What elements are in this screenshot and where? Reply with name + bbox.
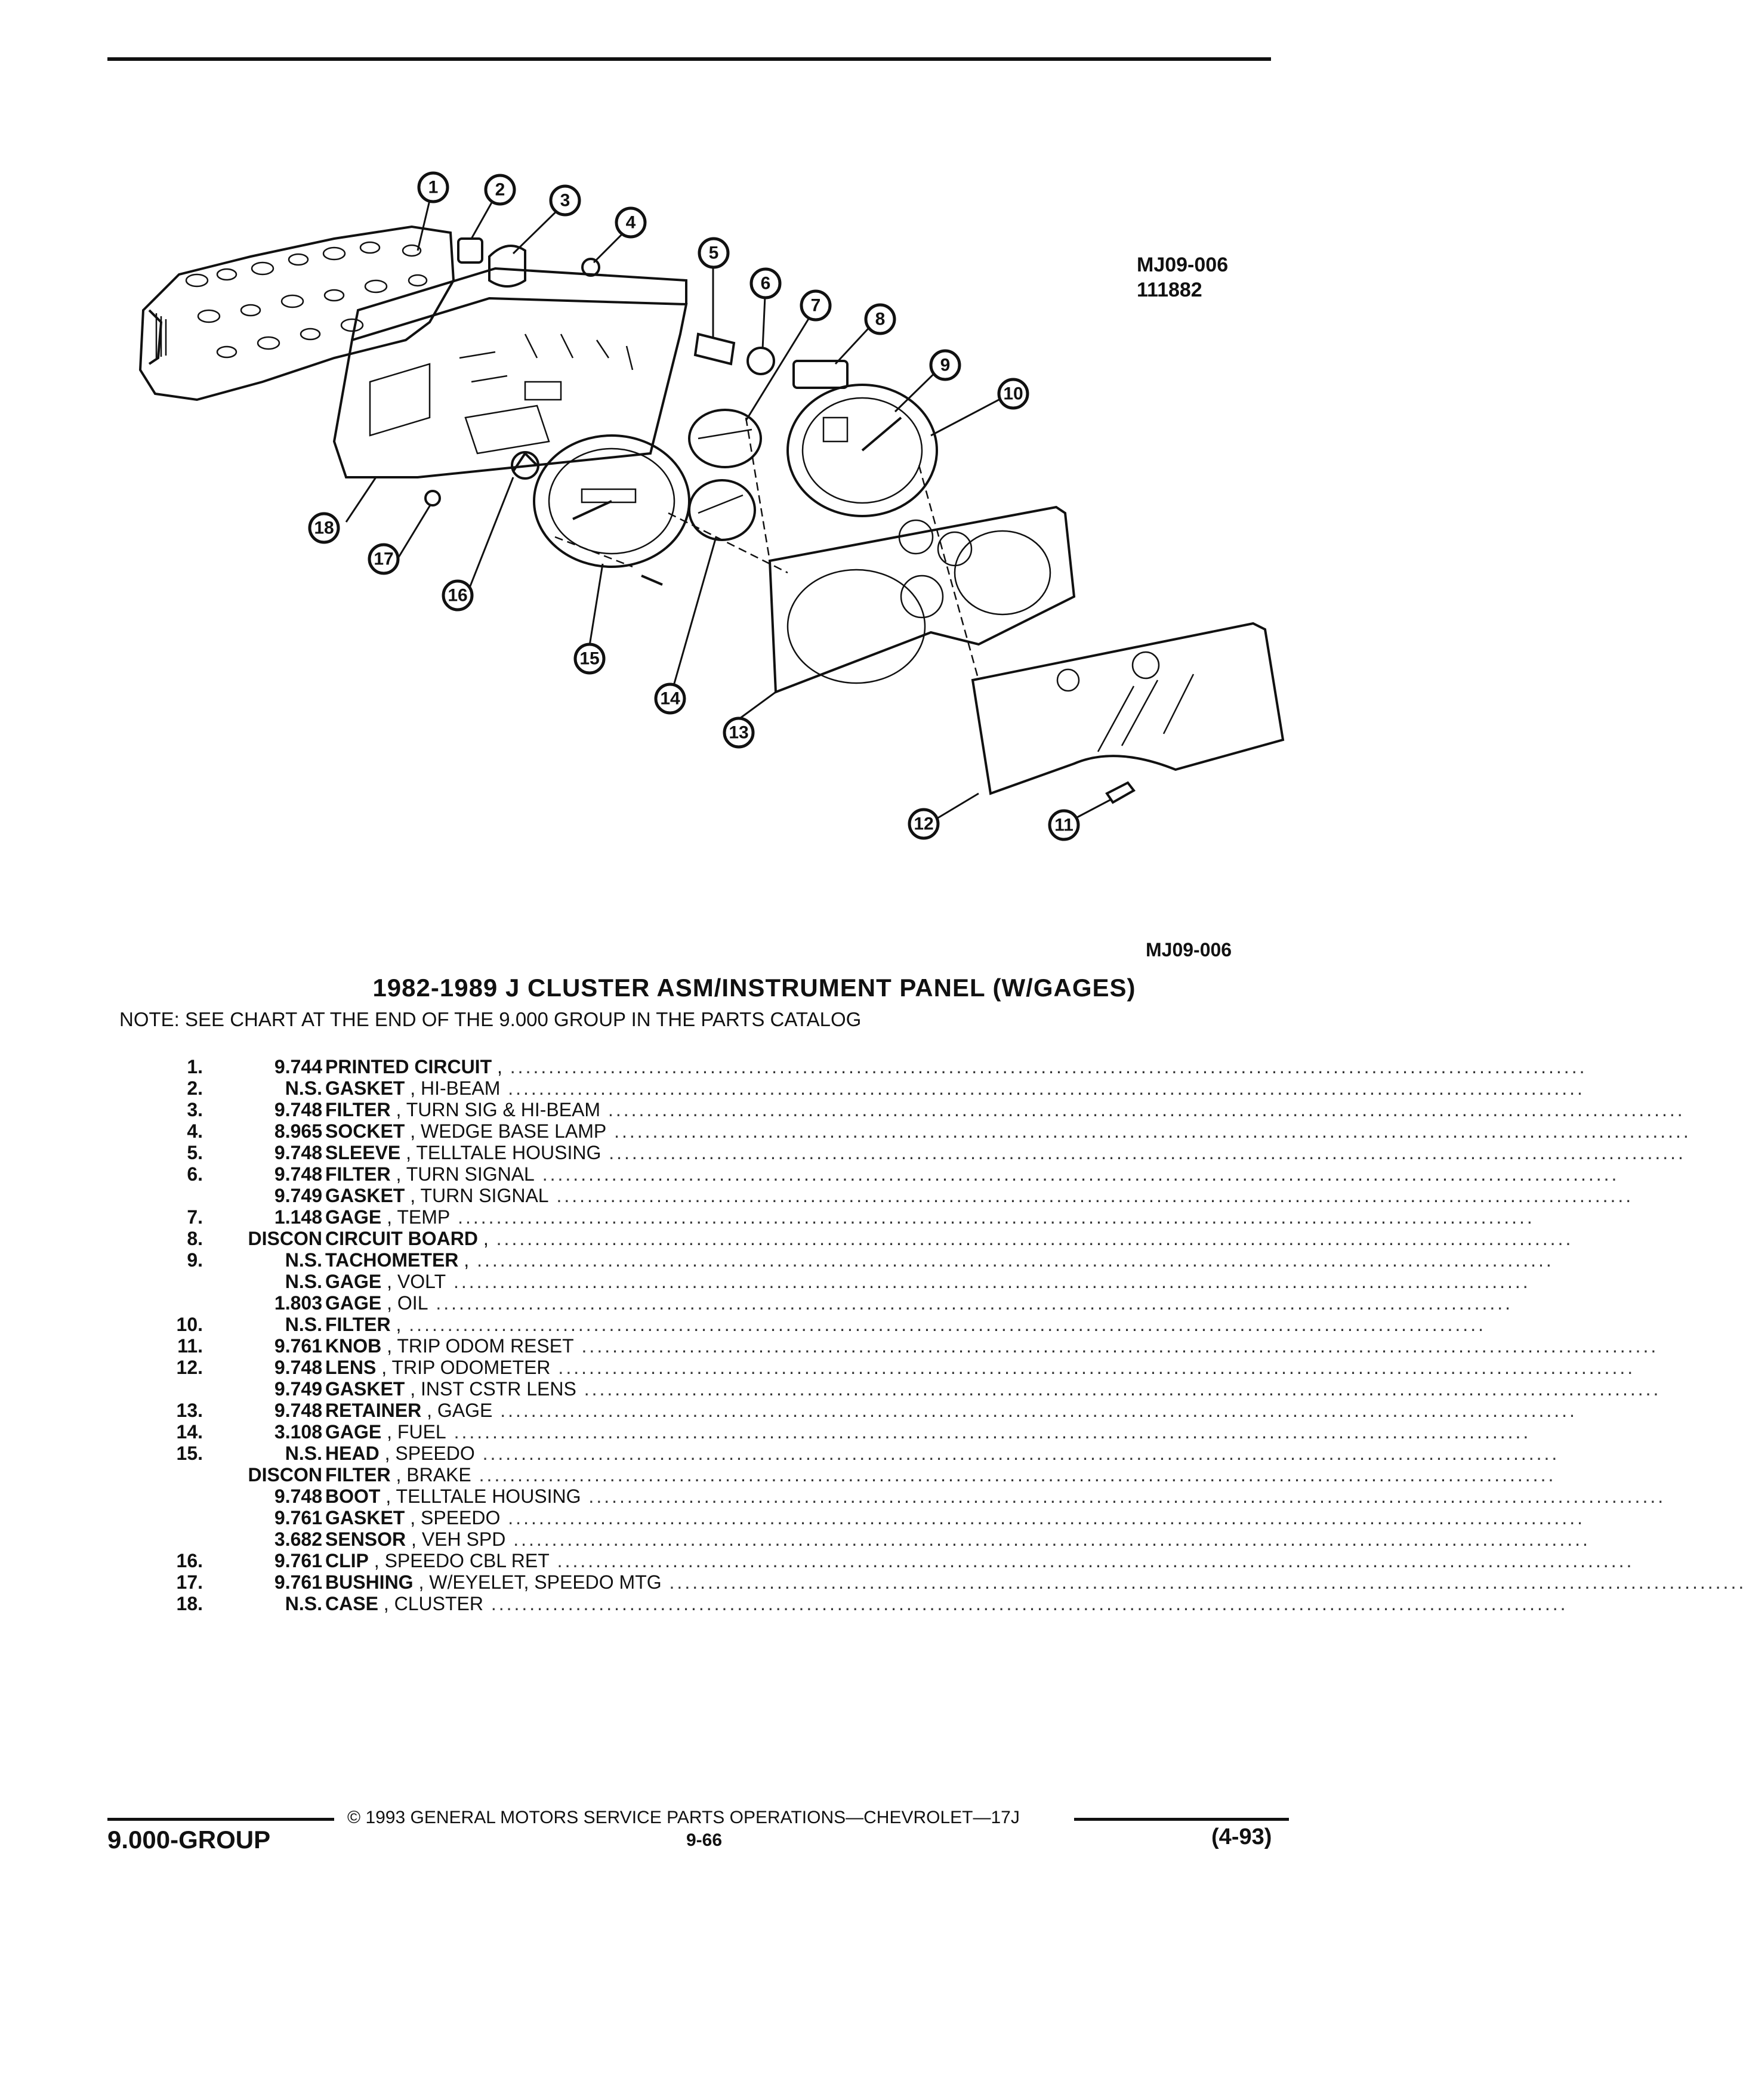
part-detail: OIL — [397, 1292, 428, 1314]
part-number: 12. — [176, 1357, 203, 1378]
part-row — [143, 1314, 1486, 1335]
part-name: BUSHING — [325, 1571, 414, 1593]
part-detail: TELLTALE HOUSING — [416, 1142, 601, 1163]
part-separator: , — [405, 1507, 421, 1528]
part-number: 5. — [187, 1142, 203, 1163]
leader-dots: ............................................................................................................................................ — [550, 1357, 1636, 1378]
part-name: FILTER — [325, 1163, 391, 1185]
footer-rule-left — [107, 1818, 334, 1821]
wedge-lamp-socket-drawing — [582, 259, 599, 276]
part-description — [325, 1163, 1619, 1185]
part-separator: , — [368, 1550, 385, 1571]
part-code: N.S. — [285, 1077, 322, 1099]
part-code: 9.748 — [274, 1486, 322, 1507]
part-name: GAGE — [325, 1421, 382, 1443]
leader-dots: ............................................................................................................................................ — [428, 1292, 1513, 1314]
svg-text:14: 14 — [660, 688, 680, 709]
part-name: FILTER — [325, 1099, 391, 1120]
leader-dots: ............................................................................................................................................ — [446, 1271, 1531, 1292]
part-separator: , — [390, 1163, 406, 1185]
part-name: GASKET — [325, 1378, 405, 1400]
part-name: LENS — [325, 1357, 377, 1378]
svg-text:13: 13 — [729, 722, 749, 743]
callout-15 — [575, 644, 604, 673]
svg-text:4: 4 — [625, 212, 636, 233]
part-code: 9.748 — [274, 1357, 322, 1378]
callout-16 — [443, 581, 472, 610]
part-separator: , — [381, 1206, 397, 1228]
svg-text:17: 17 — [374, 549, 394, 569]
callout-5 — [699, 239, 728, 267]
part-detail: CLUSTER — [394, 1593, 483, 1614]
part-description — [325, 1314, 1486, 1335]
speedo-bushing-drawing — [425, 491, 440, 505]
telltale-sleeve-drawing — [695, 334, 734, 364]
part-description — [325, 1185, 1634, 1206]
tachometer-drawing — [788, 385, 937, 516]
hi-beam-gasket-drawing — [458, 239, 482, 262]
part-row — [143, 1443, 1560, 1464]
svg-text:11: 11 — [1054, 815, 1073, 835]
svg-text:9: 9 — [940, 355, 951, 375]
svg-text:10: 10 — [1003, 384, 1023, 404]
part-separator: , — [390, 1314, 402, 1335]
part-row — [143, 1378, 1661, 1400]
part-separator: , — [378, 1593, 394, 1614]
part-code: 9.748 — [274, 1400, 322, 1421]
part-code: N.S. — [285, 1593, 322, 1614]
callout-18 — [310, 514, 338, 542]
part-description — [325, 1357, 1636, 1378]
svg-text:18: 18 — [314, 518, 334, 538]
part-description — [325, 1528, 1590, 1550]
callout-4 — [616, 208, 645, 237]
part-code: 3.108 — [274, 1421, 322, 1443]
part-separator: , — [492, 1056, 502, 1077]
callout-6 — [751, 269, 780, 298]
part-number: 2. — [187, 1077, 203, 1099]
part-separator: , — [381, 1335, 397, 1357]
part-number: 4. — [187, 1120, 203, 1142]
part-code: 9.761 — [274, 1550, 322, 1571]
part-detail: GAGE — [437, 1400, 493, 1421]
part-description — [325, 1120, 1691, 1142]
printed-circuit-drawing — [140, 227, 454, 400]
leader-dots: ............................................................................................................................................ — [573, 1335, 1659, 1357]
part-description — [325, 1400, 1577, 1421]
footer-date: (4-93) — [1211, 1824, 1272, 1849]
part-code: DISCON — [248, 1228, 322, 1249]
part-row — [143, 1507, 1585, 1528]
part-description — [325, 1507, 1585, 1528]
leader-dots: ............................................................................................................................................ — [469, 1249, 1554, 1271]
part-separator: , — [376, 1357, 392, 1378]
callout-8 — [866, 305, 894, 333]
callout-17 — [369, 545, 398, 573]
trip-odometer-lens-drawing — [973, 623, 1283, 793]
part-row — [143, 1421, 1531, 1443]
leader-dots: ............................................................................................................................................ — [471, 1464, 1556, 1486]
part-number: 16. — [176, 1550, 203, 1571]
leader-dots: ............................................................................................................................................ — [401, 1314, 1486, 1335]
turn-sig-filter-drawing — [489, 246, 525, 286]
part-detail: INST CSTR LENS — [421, 1378, 576, 1400]
leader-dots: ............................................................................................................................................ — [606, 1120, 1691, 1142]
part-description — [325, 1142, 1686, 1163]
part-detail: VOLT — [397, 1271, 446, 1292]
part-name: GAGE — [325, 1292, 382, 1314]
part-row — [143, 1056, 1587, 1077]
part-name: CLIP — [325, 1550, 369, 1571]
callout-11 — [1050, 811, 1078, 839]
part-code: N.S. — [285, 1271, 322, 1292]
part-separator: , — [405, 1120, 421, 1142]
part-detail: WEDGE BASE LAMP — [421, 1120, 607, 1142]
part-row — [143, 1292, 1513, 1314]
part-separator: , — [477, 1228, 489, 1249]
leader-dots: ............................................................................................................................................ — [549, 1550, 1634, 1571]
part-code: DISCON — [248, 1464, 322, 1486]
figure-sub-id: 111882 — [1137, 279, 1202, 301]
part-detail: FUEL — [397, 1421, 446, 1443]
callout-10 — [999, 379, 1028, 408]
leader-dots: ............................................................................................................................................ — [474, 1443, 1560, 1464]
part-code: 3.682 — [274, 1528, 322, 1550]
svg-text:5: 5 — [708, 243, 719, 263]
part-number: 1. — [187, 1056, 203, 1077]
part-row — [143, 1206, 1535, 1228]
figure-id-bottom: MJ09-006 — [1146, 939, 1232, 961]
part-description — [325, 1486, 1666, 1507]
svg-text:3: 3 — [560, 190, 570, 211]
part-number: 7. — [187, 1206, 203, 1228]
part-code: 9.748 — [274, 1163, 322, 1185]
part-detail: SPEEDO — [421, 1507, 501, 1528]
part-name: GASKET — [325, 1507, 405, 1528]
leader-dots: ............................................................................................................................................ — [581, 1486, 1666, 1507]
part-description — [325, 1206, 1535, 1228]
part-row — [143, 1357, 1636, 1378]
part-separator: , — [390, 1464, 407, 1486]
part-code: 9.744 — [274, 1056, 322, 1077]
part-description — [325, 1550, 1634, 1571]
part-row — [143, 1571, 1746, 1593]
part-description — [325, 1571, 1746, 1593]
part-name: SLEEVE — [325, 1142, 401, 1163]
svg-text:8: 8 — [875, 309, 886, 329]
leader-dots: ............................................................................................................................................ — [446, 1421, 1531, 1443]
part-number: 3. — [187, 1099, 203, 1120]
part-number: 6. — [187, 1163, 203, 1185]
callout-1 — [419, 173, 448, 202]
part-row — [143, 1077, 1585, 1099]
part-code: 9.761 — [274, 1507, 322, 1528]
part-name: TACHOMETER — [325, 1249, 459, 1271]
part-separator: , — [380, 1486, 396, 1507]
part-separator: , — [381, 1271, 397, 1292]
part-code: 9.761 — [274, 1571, 322, 1593]
leader-dots: ............................................................................................................................................ — [548, 1185, 1634, 1206]
part-description — [325, 1056, 1587, 1077]
footer-group: 9.000-GROUP — [107, 1826, 271, 1854]
svg-text:2: 2 — [495, 180, 505, 200]
part-detail: TELLTALE HOUSING — [396, 1486, 581, 1507]
speedometer-drawing — [513, 436, 689, 567]
part-code: N.S. — [285, 1249, 322, 1271]
part-detail: SPEEDO CBL RET — [384, 1550, 550, 1571]
callout-12 — [909, 810, 938, 838]
part-row — [143, 1486, 1666, 1507]
figure-id-top: MJ09-006 — [1137, 254, 1229, 276]
leader-dots: ............................................................................................................................................ — [505, 1528, 1590, 1550]
part-name: FILTER — [325, 1314, 391, 1335]
part-description — [325, 1271, 1531, 1292]
part-row — [143, 1163, 1619, 1185]
part-code: 9.748 — [274, 1099, 322, 1120]
part-separator: , — [390, 1099, 406, 1120]
screw-drawing — [641, 576, 662, 585]
part-code: 1.148 — [274, 1206, 322, 1228]
part-row — [143, 1335, 1659, 1357]
part-detail: TRIP ODOMETER — [391, 1357, 551, 1378]
callout-2 — [486, 175, 514, 204]
callout-13 — [724, 718, 753, 747]
leader-dots: ............................................................................................................................................ — [502, 1056, 1587, 1077]
part-description — [325, 1077, 1585, 1099]
svg-text:7: 7 — [810, 295, 821, 316]
callout-14 — [656, 684, 684, 713]
part-description — [325, 1249, 1554, 1271]
part-number: 10. — [176, 1314, 203, 1335]
part-row — [143, 1464, 1556, 1486]
part-number: 17. — [176, 1571, 203, 1593]
footer-copyright: © 1993 GENERAL MOTORS SERVICE PARTS OPERATIONS—CHEVROLET—17J — [347, 1808, 1020, 1827]
part-detail: BRAKE — [406, 1464, 471, 1486]
cluster-case-drawing — [334, 268, 686, 477]
part-separator: , — [458, 1249, 470, 1271]
part-separator: , — [405, 1185, 421, 1206]
part-row — [143, 1550, 1634, 1571]
part-detail: VEH SPD — [421, 1528, 506, 1550]
part-name: FILTER — [325, 1464, 391, 1486]
leader-dots: ............................................................................................................................................ — [500, 1077, 1585, 1099]
part-code: 9.748 — [274, 1142, 322, 1163]
gage-retainer-drawing — [770, 507, 1074, 692]
part-separator: , — [400, 1142, 417, 1163]
leader-dots: ............................................................................................................................................ — [488, 1228, 1574, 1249]
part-code: N.S. — [285, 1314, 322, 1335]
part-code: 9.749 — [274, 1378, 322, 1400]
catalog-note: NOTE: SEE CHART AT THE END OF THE 9.000 GROUP IN THE PARTS CATALOG — [119, 1008, 862, 1030]
leader-dots: ............................................................................................................................................ — [450, 1206, 1535, 1228]
fuel-gage-drawing — [689, 480, 755, 540]
part-separator: , — [381, 1292, 397, 1314]
part-name: GAGE — [325, 1206, 382, 1228]
turn-signal-filter-drawing — [748, 348, 774, 374]
part-separator: , — [379, 1443, 396, 1464]
part-description — [325, 1378, 1661, 1400]
part-row — [143, 1142, 1686, 1163]
footer-page-number: 9-66 — [686, 1830, 723, 1850]
leader-dots: ............................................................................................................................................ — [576, 1378, 1661, 1400]
part-row — [143, 1228, 1574, 1249]
part-detail: HI-BEAM — [421, 1077, 501, 1099]
svg-text:6: 6 — [760, 273, 771, 294]
part-name: BOOT — [325, 1486, 381, 1507]
part-name: CASE — [325, 1593, 378, 1614]
part-code: 1.803 — [274, 1292, 322, 1314]
part-name: GASKET — [325, 1077, 405, 1099]
exploded-view-illustration — [0, 0, 1509, 931]
part-detail: SPEEDO — [395, 1443, 475, 1464]
part-row — [143, 1099, 1685, 1120]
part-detail: TURN SIGNAL — [420, 1185, 549, 1206]
part-code: 9.761 — [274, 1335, 322, 1357]
part-name: HEAD — [325, 1443, 380, 1464]
part-row — [143, 1528, 1590, 1550]
part-description — [325, 1421, 1531, 1443]
part-row — [143, 1593, 1568, 1614]
leader-dots: ............................................................................................................................................ — [601, 1142, 1686, 1163]
svg-text:16: 16 — [448, 585, 468, 606]
part-row — [143, 1249, 1554, 1271]
part-name: KNOB — [325, 1335, 382, 1357]
part-separator: , — [405, 1378, 421, 1400]
part-number: 11. — [177, 1335, 203, 1357]
callout-9 — [931, 351, 960, 379]
part-description — [325, 1099, 1685, 1120]
part-number: 8. — [187, 1228, 203, 1249]
leader-dots: ............................................................................................................................................ — [661, 1571, 1746, 1593]
part-number: 15. — [176, 1443, 203, 1464]
part-name: GAGE — [325, 1271, 382, 1292]
leader-dots: ............................................................................................................................................ — [500, 1507, 1585, 1528]
part-row — [143, 1271, 1531, 1292]
part-name: CIRCUIT BOARD — [325, 1228, 478, 1249]
part-description — [325, 1335, 1659, 1357]
part-number: 18. — [176, 1593, 203, 1614]
circuit-board-drawing — [794, 361, 847, 388]
part-detail: TEMP — [397, 1206, 451, 1228]
part-description — [325, 1292, 1513, 1314]
part-separator: , — [413, 1571, 430, 1593]
part-description — [325, 1228, 1574, 1249]
leader-dots: ............................................................................................................................................ — [600, 1099, 1685, 1120]
part-number: 9. — [187, 1249, 203, 1271]
svg-text:1: 1 — [428, 177, 439, 197]
part-separator: , — [421, 1400, 437, 1421]
part-description — [325, 1593, 1568, 1614]
part-detail: W/EYELET, SPEEDO MTG — [429, 1571, 662, 1593]
part-name: PRINTED CIRCUIT — [325, 1056, 492, 1077]
part-row — [143, 1120, 1691, 1142]
parts-list — [143, 1056, 1746, 1614]
part-name: SOCKET — [325, 1120, 405, 1142]
part-number: 14. — [176, 1421, 203, 1443]
part-name: SENSOR — [325, 1528, 406, 1550]
part-detail: TURN SIG & HI-BEAM — [406, 1099, 601, 1120]
callout-3 — [551, 186, 579, 215]
part-detail: TRIP ODOM RESET — [397, 1335, 574, 1357]
part-number: 13. — [176, 1400, 203, 1421]
part-description — [325, 1464, 1556, 1486]
part-row — [143, 1185, 1634, 1206]
part-separator: , — [406, 1528, 422, 1550]
leader-dots: ............................................................................................................................................ — [534, 1163, 1619, 1185]
part-description — [325, 1443, 1560, 1464]
part-name: GASKET — [325, 1185, 405, 1206]
callout-7 — [801, 291, 830, 320]
svg-text:12: 12 — [914, 814, 934, 834]
part-code: N.S. — [285, 1443, 322, 1464]
footer-rule-right — [1074, 1818, 1289, 1821]
part-detail: TURN SIGNAL — [406, 1163, 535, 1185]
part-row — [143, 1400, 1577, 1421]
leader-dots: ............................................................................................................................................ — [492, 1400, 1577, 1421]
page-title: 1982-1989 J CLUSTER ASM/INSTRUMENT PANEL (W/GAGES) — [372, 974, 1136, 1002]
leader-dots: ............................................................................................................................................ — [483, 1593, 1568, 1614]
part-code: 8.965 — [274, 1120, 322, 1142]
part-separator: , — [381, 1421, 397, 1443]
part-separator: , — [405, 1077, 421, 1099]
part-code: 9.749 — [274, 1185, 322, 1206]
svg-text:15: 15 — [579, 648, 600, 669]
part-name: RETAINER — [325, 1400, 422, 1421]
